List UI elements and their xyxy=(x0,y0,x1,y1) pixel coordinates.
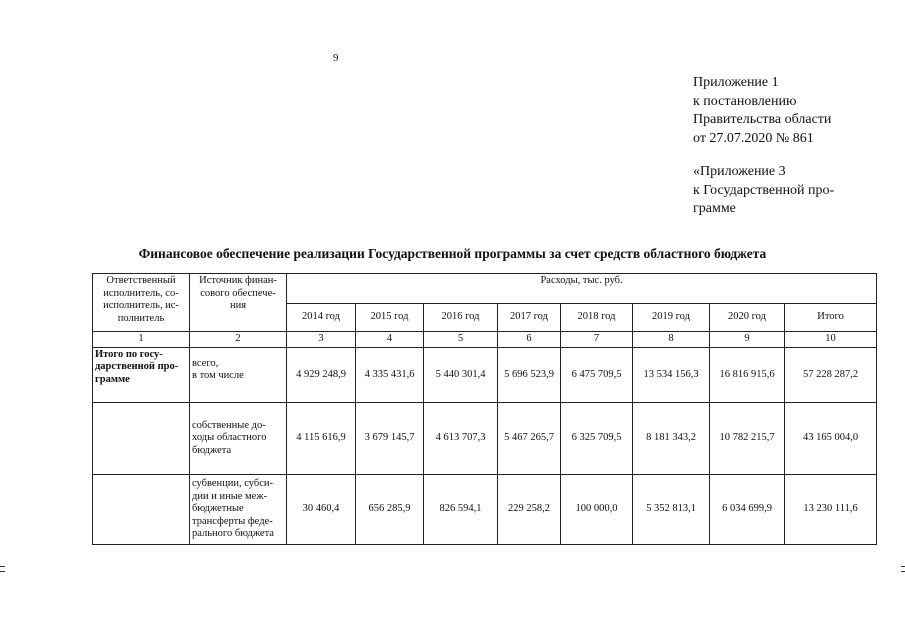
annex-line: к постановлению xyxy=(693,93,797,109)
column-number: 10 xyxy=(785,332,877,348)
scan-edge-mark xyxy=(901,566,905,572)
value-cell: 6 475 709,5 xyxy=(561,347,633,402)
value-cell: 8 181 343,2 xyxy=(633,403,710,474)
header-year: 2020 год xyxy=(710,304,785,332)
total-cell: 43 165 004,0 xyxy=(785,403,877,474)
source-line: субвенции, субси- xyxy=(192,478,274,490)
table-row xyxy=(93,403,877,474)
column-number: 6 xyxy=(498,332,561,348)
annex-line: от 27.07.2020 № 861 xyxy=(693,130,814,146)
source-line: ходы областного xyxy=(192,432,267,444)
value-cell: 5 352 813,1 xyxy=(633,474,710,544)
table-row xyxy=(93,474,877,544)
header-expenses: Расходы, тыс. руб. xyxy=(287,274,877,304)
value-cell: 5 440 301,4 xyxy=(424,347,498,402)
header-source xyxy=(190,274,287,332)
executor-cell xyxy=(93,347,190,402)
column-number: 5 xyxy=(424,332,498,348)
value-cell: 4 613 707,3 xyxy=(424,403,498,474)
executor-cell xyxy=(93,403,190,474)
annex-reference xyxy=(693,74,831,148)
financing-table xyxy=(92,273,877,545)
header-year: 2015 год xyxy=(356,304,424,332)
value-cell: 5 696 523,9 xyxy=(498,347,561,402)
column-number: 9 xyxy=(710,332,785,348)
value-cell: 4 335 431,6 xyxy=(356,347,424,402)
value-cell: 826 594,1 xyxy=(424,474,498,544)
column-number: 2 xyxy=(190,332,287,348)
document-title: Финансовое обеспечение реализации Государственной программы за счет средств областного бюджета xyxy=(138,246,767,261)
executor-cell xyxy=(93,474,190,544)
annex3-reference xyxy=(693,163,834,219)
header-executor-line: исполнитель, со- xyxy=(103,287,179,299)
header-executor xyxy=(93,274,190,332)
executor-line: грамме xyxy=(95,373,130,385)
value-cell: 4 929 248,9 xyxy=(287,347,356,402)
value-cell: 656 285,9 xyxy=(356,474,424,544)
value-cell: 5 467 265,7 xyxy=(498,403,561,474)
executor-line: Итого по госу- xyxy=(95,348,163,360)
annex3-line: «Приложение 3 xyxy=(693,164,786,179)
header-executor-line: исполнитель, ис- xyxy=(103,300,179,311)
column-number: 8 xyxy=(633,332,710,348)
value-cell: 10 782 215,7 xyxy=(710,403,785,474)
source-line: бюджетные xyxy=(192,503,244,515)
table-row xyxy=(93,347,877,402)
executor-line: дарственной про- xyxy=(95,361,179,373)
source-line: всего, xyxy=(192,357,219,369)
source-line: дии и иные меж- xyxy=(192,490,268,502)
value-cell: 13 534 156,3 xyxy=(633,347,710,402)
header-year: 2017 год xyxy=(498,304,561,332)
source-line: рального бюджета xyxy=(192,528,274,540)
column-number: 1 xyxy=(93,332,190,348)
total-cell: 13 230 111,6 xyxy=(785,474,877,544)
annex-line: Приложение 1 xyxy=(693,75,779,90)
total-cell: 57 228 287,2 xyxy=(785,347,877,402)
header-source-line: ния xyxy=(229,300,247,311)
source-line: собственные до- xyxy=(192,419,266,431)
annex3-line: к Государственной про- xyxy=(693,182,835,198)
header-year: 2019 год xyxy=(633,304,710,332)
header-year: 2014 год xyxy=(287,304,356,332)
header-executor-line: полнитель xyxy=(117,312,165,324)
column-number: 7 xyxy=(561,332,633,348)
value-cell: 229 258,2 xyxy=(498,474,561,544)
header-year: 2018 год xyxy=(561,304,633,332)
value-cell: 100 000,0 xyxy=(561,474,633,544)
value-cell: 30 460,4 xyxy=(287,474,356,544)
annex-line: Правительства области xyxy=(693,112,832,127)
column-number: 4 xyxy=(356,332,424,348)
header-source-line: Источник финан- xyxy=(199,275,277,286)
header-source-line: сового обеспече- xyxy=(200,287,276,299)
value-cell: 6 325 709,5 xyxy=(561,403,633,474)
source-cell xyxy=(190,347,287,402)
value-cell: 4 115 616,9 xyxy=(287,403,356,474)
header-row xyxy=(93,274,877,304)
source-line: бюджета xyxy=(192,444,232,456)
value-cell: 3 679 145,7 xyxy=(356,403,424,474)
header-total: Итого xyxy=(785,304,877,332)
scan-edge-mark xyxy=(0,566,5,572)
page-number: 9 xyxy=(333,52,339,64)
header-executor-line: Ответственный xyxy=(106,275,176,286)
source-cell xyxy=(190,403,287,474)
header-year: 2016 год xyxy=(424,304,498,332)
source-line: в том числе xyxy=(192,370,244,382)
source-cell xyxy=(190,474,287,544)
column-number-row xyxy=(93,332,877,348)
value-cell: 16 816 915,6 xyxy=(710,347,785,402)
source-line: трансферты феде- xyxy=(192,515,273,527)
column-number: 3 xyxy=(287,332,356,348)
value-cell: 6 034 699,9 xyxy=(710,474,785,544)
annex3-line: грамме xyxy=(693,201,736,216)
